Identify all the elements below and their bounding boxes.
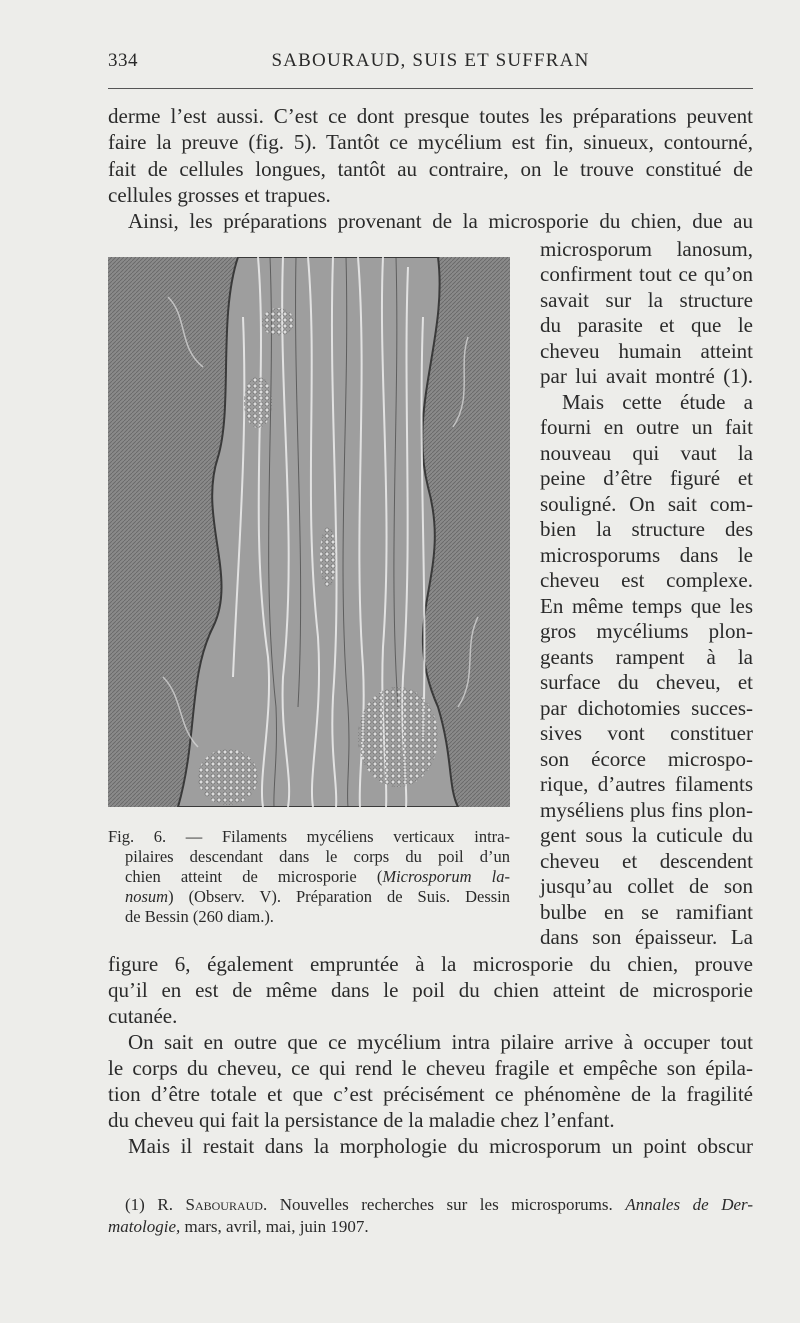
body-line: cellules grosses et trapues. — [108, 183, 331, 207]
side-line: sives vont constituer — [540, 721, 753, 745]
side-line: confirment tout ce qu’on — [540, 262, 753, 286]
side-line: nouveau qui vaut la — [540, 441, 753, 465]
body-line: On sait en outre que ce mycélium intra pilaire arrive à occuper tout — [128, 1030, 753, 1054]
footnote-journal: matologie, — [108, 1217, 181, 1236]
side-line: gent sous la cuticule du — [540, 823, 753, 847]
side-line: souligné. On sait com- — [540, 492, 753, 516]
body-line: Mais il restait dans la morphologie du microsporum un point obscur — [128, 1134, 753, 1158]
side-line: En même temps que les — [540, 594, 753, 618]
caption-text: pilaires descendant dans le corps du poil d’un — [125, 847, 510, 866]
side-line: microsporums dans le — [540, 543, 753, 567]
side-line: surface du cheveu, et — [540, 670, 753, 694]
caption-species: nosum — [125, 887, 169, 906]
side-line: microsporum lanosum, — [540, 237, 753, 261]
figure-caption-line — [125, 907, 510, 927]
side-line: rique, d’autres filaments — [540, 772, 753, 796]
body-line: qu’il en est de même dans le poil du chien atteint de microsporie — [108, 978, 753, 1002]
side-line: bulbe en se ramifiant — [540, 900, 753, 924]
caption-species: Microsporum la- — [382, 867, 510, 886]
side-line: par dichotomies succes- — [540, 696, 753, 720]
caption-text: chien atteint de microsporie ( — [125, 867, 383, 886]
footnote-author: Sabouraud — [185, 1195, 263, 1214]
footnote-marker: (1) R. — [125, 1195, 186, 1214]
caption-text: ) (Observ. V). Préparation de Suis. Dessin — [168, 887, 510, 906]
body-line: figure 6, également empruntée à la microsporie du chien, prouve — [108, 952, 753, 976]
side-line: gros mycéliums plon- — [540, 619, 753, 643]
side-line: cheveu est complexe. — [540, 568, 753, 592]
side-line: Mais cette étude a — [562, 390, 753, 414]
body-line: fait de cellules longues, tantôt au contraire, on le trouve constitué de — [108, 157, 753, 181]
figure-caption-line — [125, 867, 510, 887]
body-line: le corps du cheveu, ce qui rend le cheveu fragile et empêche son épila- — [108, 1056, 753, 1080]
side-line: cheveu et descendent — [540, 849, 753, 873]
figure-6-engraving — [108, 257, 510, 807]
side-line: bien la structure des — [540, 517, 753, 541]
body-line: Ainsi, les préparations provenant de la microsporie du chien, due au — [128, 209, 753, 233]
side-line: cheveu humain atteint — [540, 339, 753, 363]
page-header — [108, 50, 753, 76]
footnote-line — [125, 1194, 753, 1216]
footnote-journal: Annales de Der- — [625, 1195, 753, 1214]
side-line: fourni en outre un fait — [540, 415, 753, 439]
side-line: peine d’être figuré et — [540, 466, 753, 490]
side-line: du parasite et que le — [540, 313, 753, 337]
body-line: cutanée. — [108, 1004, 178, 1028]
footnote-line — [108, 1216, 753, 1238]
side-line: dans son épaisseur. La — [540, 925, 753, 949]
side-line: par lui avait montré (1). — [540, 364, 753, 388]
hair-illustration — [108, 257, 510, 807]
side-line: geants rampent à la — [540, 645, 753, 669]
page-number: 334 — [108, 50, 138, 71]
side-line: savait sur la structure — [540, 288, 753, 312]
caption-text: de Bessin (260 diam.). — [125, 907, 274, 926]
body-line: du cheveu qui fait la persistance de la maladie chez l’enfant. — [108, 1108, 615, 1132]
footnote-text: mars, avril, mai, juin 1907. — [180, 1217, 369, 1236]
body-line: faire la preuve (fig. 5). Tantôt ce mycélium est fin, sinueux, contourné, — [108, 130, 753, 154]
body-line: tion d’être totale et que c’est précisément ce phénomène de la fragilité — [108, 1082, 753, 1106]
side-line: jusqu’au collet de son — [540, 874, 753, 898]
side-line: son écorce microspo- — [540, 747, 753, 771]
header-rule — [108, 88, 753, 89]
side-line: myséliens plus fins plon- — [540, 798, 753, 822]
footnote-text: . Nouvelles recherches sur les microsporums. — [262, 1195, 626, 1214]
figure-caption-line — [125, 887, 510, 907]
figure-caption-line — [108, 827, 510, 847]
running-title: SABOURAUD, SUIS ET SUFFRAN — [271, 50, 590, 71]
caption-text: Fig. 6. — Filaments mycéliens verticaux intra- — [108, 827, 510, 846]
body-line: derme l’est aussi. C’est ce dont presque toutes les préparations peuvent — [108, 104, 753, 128]
figure-caption-line — [125, 847, 510, 867]
